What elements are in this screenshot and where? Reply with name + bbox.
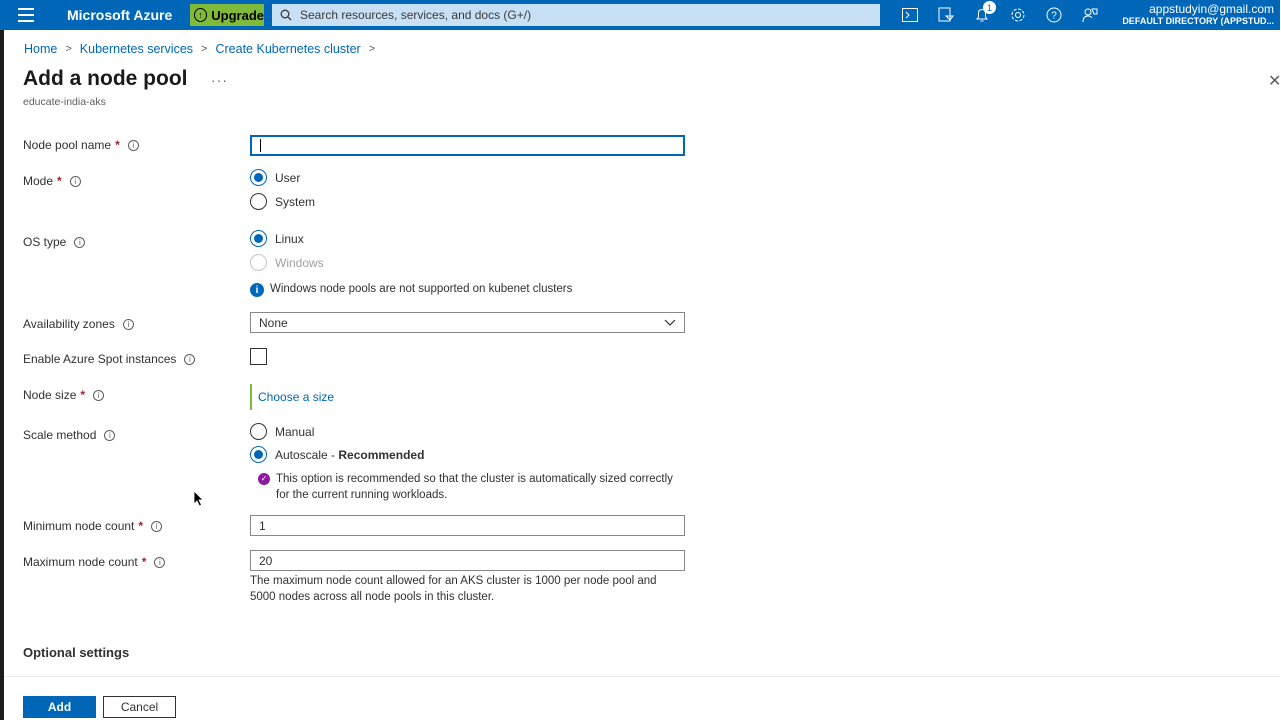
upgrade-button[interactable] (190, 4, 264, 26)
account-directory: DEFAULT DIRECTORY (APPSTUD... (1122, 16, 1274, 26)
scale-autoscale-label (275, 448, 424, 462)
autoscale-note (258, 472, 673, 503)
cloud-shell-icon[interactable] (900, 5, 920, 25)
search-input[interactable] (272, 4, 880, 26)
availability-zones-label-text: Availability zones (23, 317, 115, 331)
mouse-cursor-icon (193, 490, 204, 507)
add-button[interactable]: Add (23, 696, 96, 718)
info-icon[interactable]: i (93, 390, 104, 401)
info-icon[interactable]: i (184, 354, 195, 365)
breadcrumb-home[interactable]: Home (24, 42, 58, 56)
scale-method-label (23, 428, 115, 442)
brand-title[interactable]: Microsoft Azure (67, 7, 173, 23)
upgrade-label: Upgrade (211, 7, 264, 23)
os-type-label (23, 235, 85, 249)
radio-disabled-icon (250, 254, 267, 271)
directory-filter-icon[interactable] (936, 5, 956, 25)
os-windows-label: Windows (275, 255, 324, 270)
feedback-icon[interactable] (1080, 5, 1100, 25)
spot-label (23, 352, 195, 366)
top-bar (0, 0, 1280, 30)
left-edge (0, 30, 4, 720)
info-circle-icon: i (250, 283, 264, 297)
upgrade-icon: ↑ (194, 8, 207, 22)
info-icon[interactable]: i (154, 557, 165, 568)
page-subtitle: educate-india-aks (23, 96, 106, 108)
spot-label-text: Enable Azure Spot instances (23, 352, 177, 366)
chevron-down-icon (664, 319, 676, 327)
node-size-label-text: Node size (23, 388, 77, 402)
max-count-value: 20 (259, 553, 273, 568)
choose-size-text: Choose a size (258, 390, 335, 404)
choose-size-link[interactable] (250, 384, 334, 410)
spot-checkbox[interactable] (250, 348, 267, 365)
menu-icon[interactable] (18, 8, 34, 22)
autoscale-note-line2: for the current running workloads. (276, 488, 448, 501)
os-windows-radio (250, 254, 324, 271)
text-caret (260, 139, 261, 152)
notifications-icon[interactable] (972, 2, 992, 25)
node-pool-name-label (23, 138, 139, 152)
cancel-button[interactable]: Cancel (103, 696, 176, 718)
breadcrumb-create-cluster[interactable]: Create Kubernetes cluster (215, 42, 361, 56)
min-count-value: 1 (259, 518, 266, 533)
info-icon[interactable]: i (123, 319, 134, 330)
radio-unselected-icon (250, 193, 267, 210)
page-title: Add a node pool (23, 67, 188, 90)
scale-manual-label: Manual (275, 424, 315, 439)
chevron-right-icon: > (201, 43, 208, 55)
more-options-icon[interactable]: ··· (211, 72, 228, 88)
radio-unselected-icon (250, 423, 267, 440)
min-count-label (23, 519, 162, 533)
info-icon[interactable]: i (74, 237, 85, 248)
mode-system-label: System (275, 194, 316, 209)
autoscale-note-line1: This option is recommended so that the cluster is automatically sized correctly (276, 473, 673, 485)
help-icon[interactable] (1044, 5, 1064, 25)
scale-manual-radio[interactable] (250, 423, 314, 440)
svg-text:?: ? (1051, 10, 1057, 22)
radio-selected-icon (250, 230, 267, 247)
chevron-right-icon: > (368, 43, 376, 55)
search-icon (280, 9, 292, 21)
min-count-label-text: Minimum node count (23, 519, 135, 533)
account-email: appstudyin@gmail.com (1149, 2, 1274, 16)
account-menu[interactable] (1122, 2, 1274, 26)
info-icon[interactable]: i (151, 521, 162, 532)
mode-label (23, 174, 81, 188)
search-placeholder: Search resources, services, and docs (G+/) (300, 8, 532, 22)
radio-selected-icon (250, 169, 267, 186)
recommended-text: Recommended (338, 447, 425, 462)
availability-zones-label (23, 317, 134, 331)
autoscale-text: Autoscale - (275, 447, 339, 462)
breadcrumb (24, 42, 375, 56)
max-count-help (250, 574, 690, 605)
required-asterisk: * (115, 138, 120, 152)
windows-info-note (250, 283, 572, 297)
chevron-right-icon: > (65, 43, 72, 55)
os-linux-radio[interactable] (250, 230, 304, 247)
settings-gear-icon[interactable] (1008, 5, 1028, 25)
scale-autoscale-radio[interactable] (250, 446, 424, 463)
required-asterisk: * (80, 388, 86, 402)
footer-divider (4, 676, 1280, 677)
os-type-label-text: OS type (23, 235, 67, 249)
max-count-label (23, 555, 165, 569)
max-count-input[interactable] (250, 550, 685, 571)
radio-selected-icon (250, 446, 267, 463)
breadcrumb-kubernetes-services[interactable]: Kubernetes services (79, 42, 194, 56)
mode-user-label: User (275, 170, 301, 185)
info-icon[interactable]: i (70, 176, 81, 187)
node-pool-name-input[interactable] (250, 135, 685, 156)
info-icon[interactable]: i (104, 430, 115, 441)
availability-zones-value: None (259, 315, 288, 330)
autoscale-note-text (276, 472, 673, 503)
availability-zones-dropdown[interactable] (250, 312, 685, 333)
check-circle-icon: ✓ (258, 473, 270, 485)
close-icon[interactable]: ✕ (1268, 73, 1281, 90)
max-help-line1: The maximum node count allowed for an AKS cluster is 1000 per node pool and (250, 575, 657, 587)
notification-badge: 1 (983, 1, 996, 14)
required-asterisk: * (138, 519, 144, 533)
optional-settings-heading: Optional settings (23, 645, 130, 660)
mode-user-radio[interactable] (250, 169, 300, 186)
max-count-label-text: Maximum node count (23, 555, 138, 569)
mode-label-text: Mode (23, 174, 54, 188)
max-help-line2: 5000 nodes across all node pools in this cluster. (250, 590, 495, 603)
required-asterisk: * (141, 555, 147, 569)
scale-method-label-text: Scale method (23, 428, 97, 442)
node-size-label (23, 388, 104, 402)
mode-system-radio[interactable] (250, 193, 315, 210)
node-pool-name-label-text: Node pool name (23, 138, 112, 152)
windows-note-text: Windows node pools are not supported on kubenet clusters (270, 283, 573, 295)
info-icon[interactable]: i (128, 140, 139, 151)
min-count-input[interactable] (250, 515, 685, 536)
required-asterisk: * (57, 174, 62, 188)
os-linux-label: Linux (275, 231, 304, 246)
